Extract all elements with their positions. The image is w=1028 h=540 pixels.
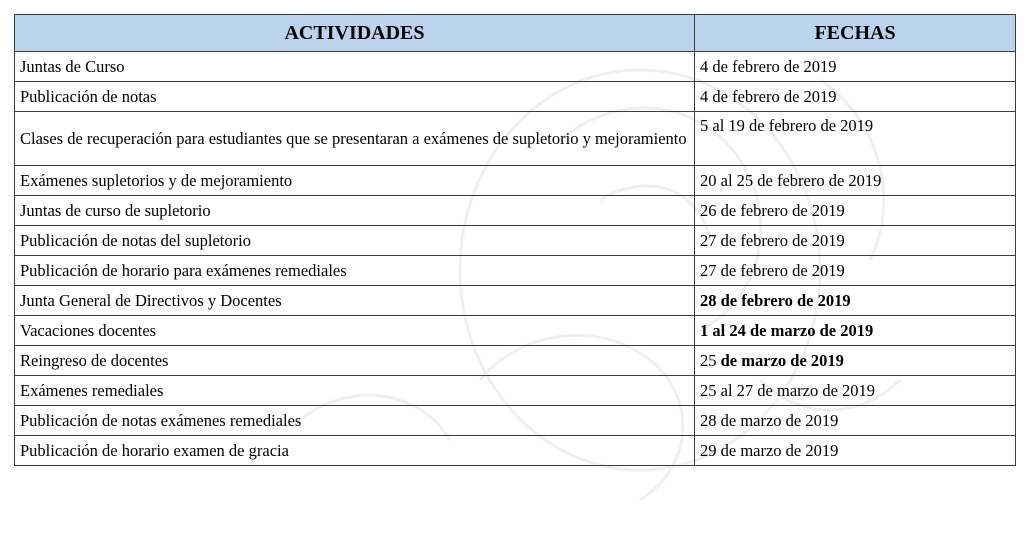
activity-cell: Publicación de notas bbox=[15, 82, 695, 112]
table-row bbox=[15, 256, 1016, 286]
header-dates: FECHAS bbox=[695, 15, 1016, 52]
date-cell: 29 de marzo de 2019 bbox=[695, 436, 1016, 466]
date-cell: 28 de marzo de 2019 bbox=[695, 406, 1016, 436]
table-row bbox=[15, 346, 1016, 376]
date-cell: 5 al 19 de febrero de 2019 bbox=[695, 112, 1016, 166]
activity-cell: Publicación de notas del supletorio bbox=[15, 226, 695, 256]
activity-cell: Juntas de curso de supletorio bbox=[15, 196, 695, 226]
table-row bbox=[15, 226, 1016, 256]
date-cell: 4 de febrero de 2019 bbox=[695, 82, 1016, 112]
date-cell: 1 al 24 de marzo de 2019 bbox=[695, 316, 1016, 346]
table-row bbox=[15, 376, 1016, 406]
activity-cell: Publicación de horario para exámenes remediales bbox=[15, 256, 695, 286]
header-activities: ACTIVIDADES bbox=[15, 15, 695, 52]
table-row bbox=[15, 112, 1016, 166]
activity-cell: Exámenes supletorios y de mejoramiento bbox=[15, 166, 695, 196]
date-cell: 28 de febrero de 2019 bbox=[695, 286, 1016, 316]
schedule-table bbox=[14, 14, 1016, 466]
table-row bbox=[15, 286, 1016, 316]
activity-cell: Reingreso de docentes bbox=[15, 346, 695, 376]
activity-cell: Vacaciones docentes bbox=[15, 316, 695, 346]
table-row bbox=[15, 406, 1016, 436]
activity-cell: Clases de recuperación para estudiantes que se presentaran a exámenes de supletorio y mejoramiento bbox=[15, 112, 695, 166]
activity-cell: Juntas de Curso bbox=[15, 52, 695, 82]
table-row bbox=[15, 436, 1016, 466]
date-cell: 27 de febrero de 2019 bbox=[695, 256, 1016, 286]
activity-cell: Publicación de horario examen de gracia bbox=[15, 436, 695, 466]
date-cell: 27 de febrero de 2019 bbox=[695, 226, 1016, 256]
activity-cell: Exámenes remediales bbox=[15, 376, 695, 406]
date-cell: 4 de febrero de 2019 bbox=[695, 52, 1016, 82]
table-row bbox=[15, 316, 1016, 346]
date-cell: 25 al 27 de marzo de 2019 bbox=[695, 376, 1016, 406]
header-row bbox=[15, 15, 1016, 52]
date-month-year: de marzo de 2019 bbox=[720, 351, 844, 370]
date-cell: 20 al 25 de febrero de 2019 bbox=[695, 166, 1016, 196]
table-row bbox=[15, 196, 1016, 226]
date-day: 25 bbox=[700, 351, 721, 370]
activity-cell: Publicación de notas exámenes remediales bbox=[15, 406, 695, 436]
date-cell: 26 de febrero de 2019 bbox=[695, 196, 1016, 226]
table-row bbox=[15, 52, 1016, 82]
table-row bbox=[15, 166, 1016, 196]
table-row bbox=[15, 82, 1016, 112]
activity-cell: Junta General de Directivos y Docentes bbox=[15, 286, 695, 316]
date-cell bbox=[695, 346, 1016, 376]
